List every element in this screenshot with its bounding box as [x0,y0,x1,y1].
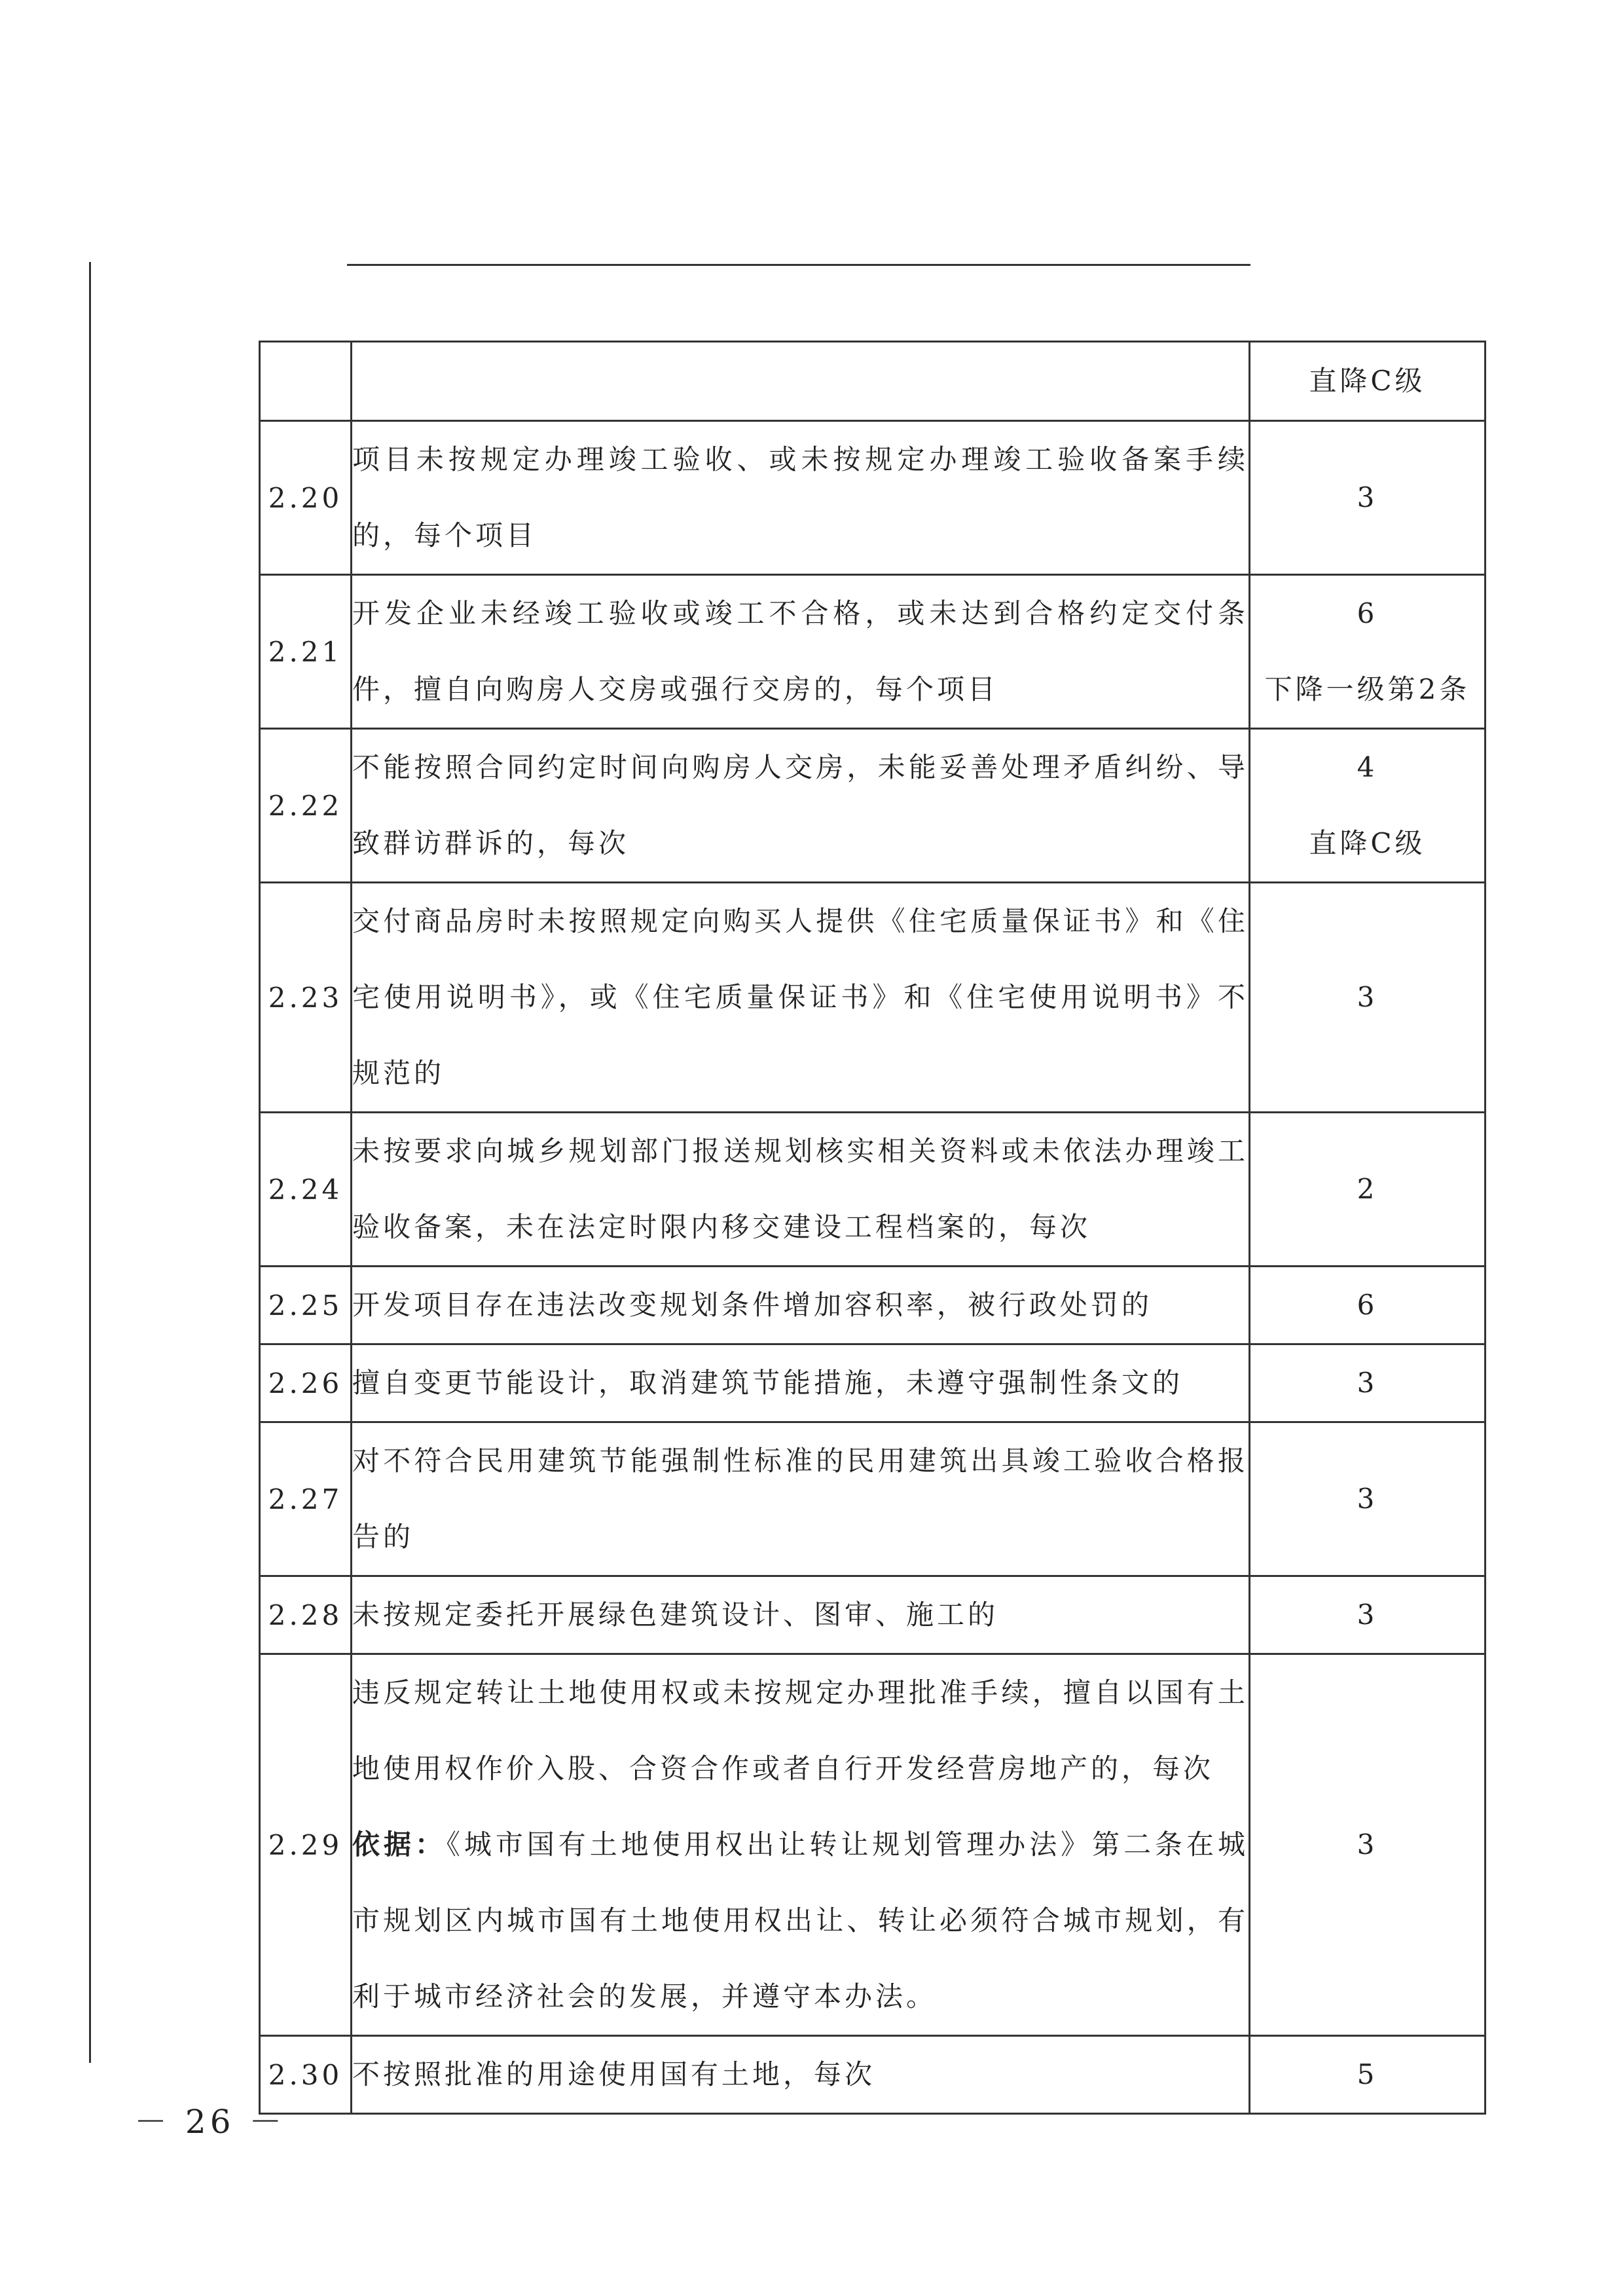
table-top-border [347,264,1250,266]
row-number: 2.29 [260,1654,352,2036]
row-score: 3 [1250,1654,1486,2036]
row-description: 未按规定委托开展绿色建筑设计、图审、施工的 [352,1576,1250,1654]
table-row [260,575,1486,729]
score-note: 直降C级 [1309,365,1426,397]
score-note: 下降一级第2条 [1264,673,1470,705]
row-score: 6 [1250,1267,1486,1344]
basis-label: 依据： [352,1828,447,1861]
table-row [260,421,1486,575]
row-score: 3 [1250,883,1486,1113]
penalty-table [259,341,1486,2115]
row-score [1250,575,1486,729]
basis-text: 《城市国有土地使用权出让转让规划管理办法》第二条在城市规划区内城市国有土地使用权出让、转让必须符合城市规划，有利于城市经济社会的发展，并遵守本办法。 [352,1828,1249,2012]
table-row [260,2036,1486,2114]
row-description: 不能按照合同约定时间向购房人交房，未能妥善处理矛盾纠纷、导致群访群诉的，每次 [352,729,1250,883]
page-number: － 26 － [134,2103,286,2141]
table-row [260,1267,1486,1344]
row-description [352,1654,1250,2036]
score-note: 直降C级 [1309,827,1426,859]
row-score: 3 [1250,421,1486,575]
row-score: 3 [1250,1344,1486,1422]
row-number: 2.23 [260,883,352,1113]
row-score [1250,729,1486,883]
row-description-text: 违反规定转让土地使用权或未按规定办理批准手续，擅自以国有土地使用权作价入股、合资合作或者自行开发经营房地产的，每次 [352,1676,1249,1785]
row-description: 未按要求向城乡规划部门报送规划核实相关资料或未依法办理竣工验收备案，未在法定时限内移交建设工程档案的，每次 [352,1113,1250,1267]
binding-margin-line [89,262,91,2063]
row-number: 2.26 [260,1344,352,1422]
row-description: 不按照批准的用途使用国有土地，每次 [352,2036,1250,2114]
row-score [1250,342,1486,421]
row-score: 5 [1250,2036,1486,2114]
row-number: 2.22 [260,729,352,883]
row-number: 2.24 [260,1113,352,1267]
row-number [260,342,352,421]
table-row [260,883,1486,1113]
row-score: 3 [1250,1576,1486,1654]
row-number: 2.27 [260,1422,352,1576]
row-description: 擅自变更节能设计，取消建筑节能措施，未遵守强制性条文的 [352,1344,1250,1422]
row-number: 2.21 [260,575,352,729]
row-description: 开发企业未经竣工验收或竣工不合格，或未达到合格约定交付条件，擅自向购房人交房或强行交房的，每个项目 [352,575,1250,729]
row-score: 3 [1250,1422,1486,1576]
score-value: 4 [1357,751,1378,783]
row-description: 项目未按规定办理竣工验收、或未按规定办理竣工验收备案手续的，每个项目 [352,421,1250,575]
table-row [260,1576,1486,1654]
row-description: 交付商品房时未按照规定向购买人提供《住宅质量保证书》和《住宅使用说明书》，或《住宅质量保证书》和《住宅使用说明书》不规范的 [352,883,1250,1113]
score-value: 6 [1357,597,1378,629]
row-score: 2 [1250,1113,1486,1267]
row-description [352,342,1250,421]
table-row [260,729,1486,883]
row-number: 2.30 [260,2036,352,2114]
row-description: 开发项目存在违法改变规划条件增加容积率，被行政处罚的 [352,1267,1250,1344]
row-number: 2.25 [260,1267,352,1344]
row-number: 2.20 [260,421,352,575]
table-row-continued [260,342,1486,421]
table-row [260,1113,1486,1267]
table-row [260,1654,1486,2036]
table-row [260,1344,1486,1422]
row-description: 对不符合民用建筑节能强制性标准的民用建筑出具竣工验收合格报告的 [352,1422,1250,1576]
table-row [260,1422,1486,1576]
row-number: 2.28 [260,1576,352,1654]
